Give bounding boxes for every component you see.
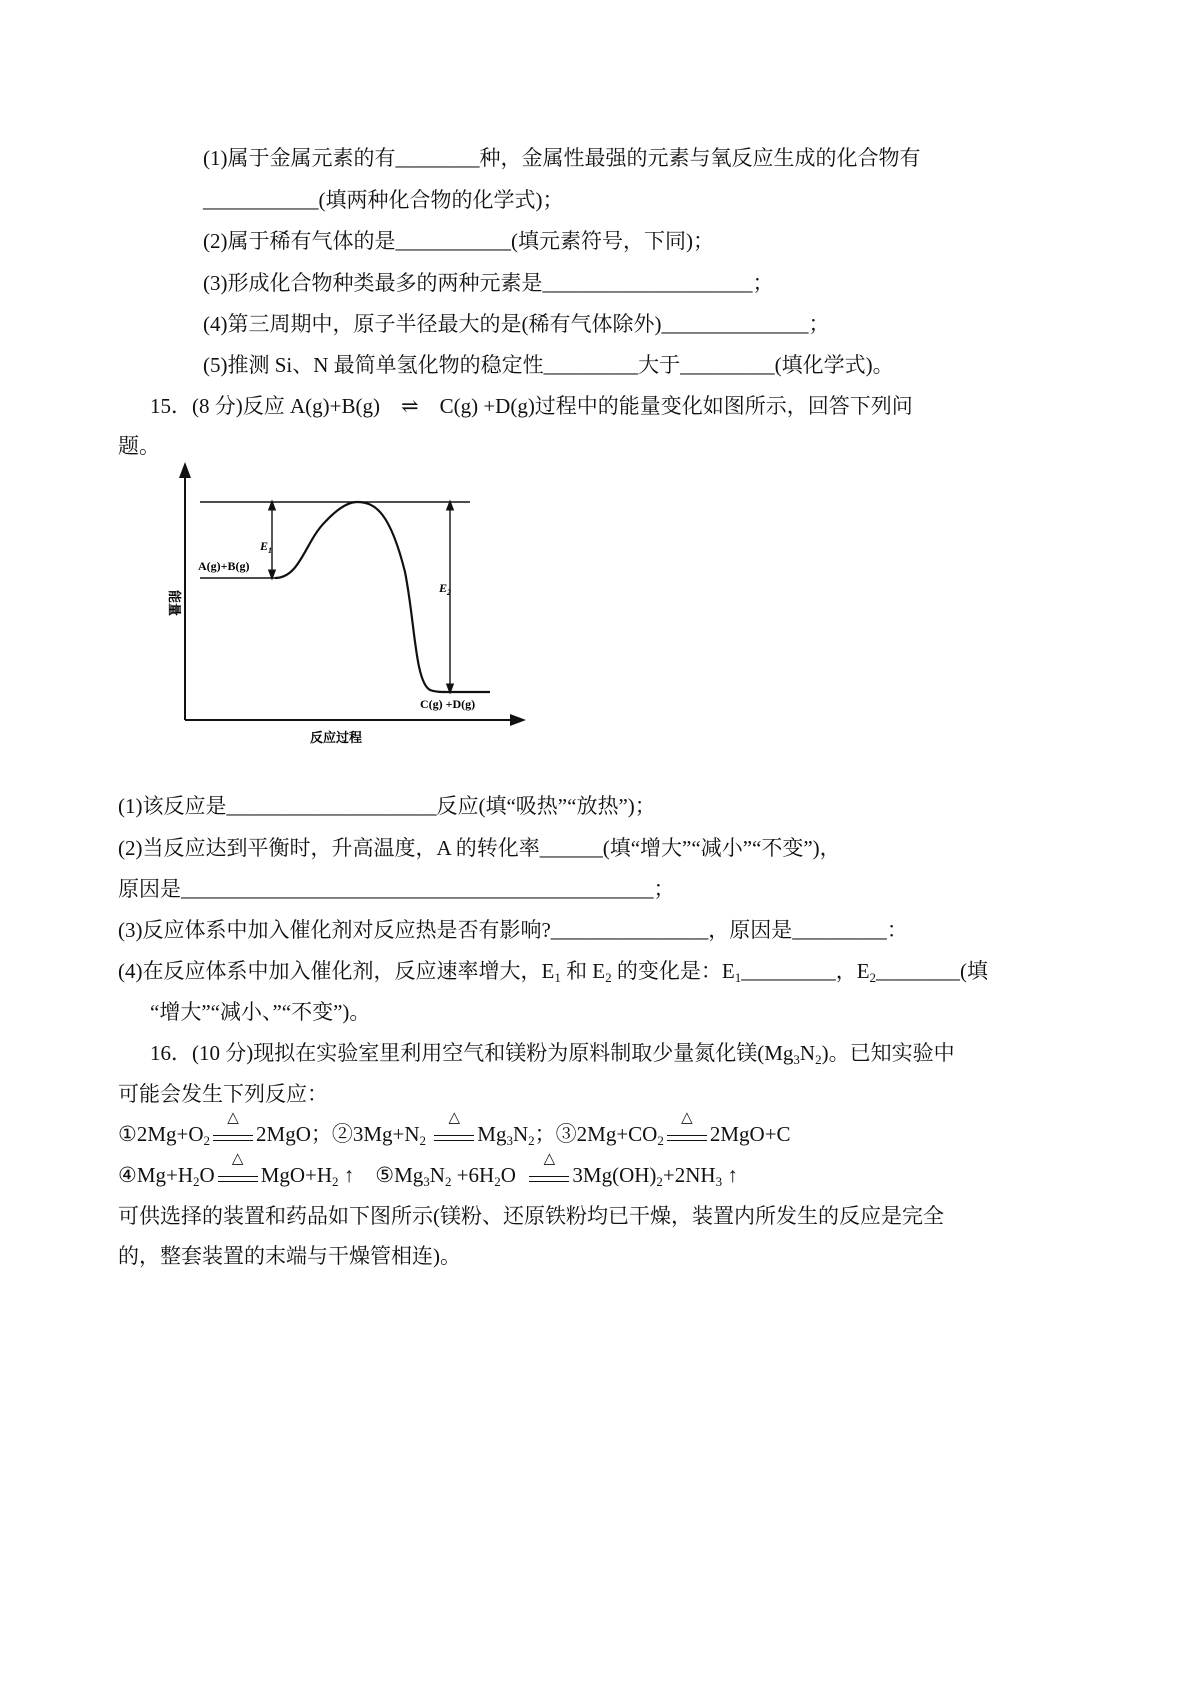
text-segment: ↑	[722, 1163, 738, 1187]
reactants-label: A(g)+B(g)	[198, 559, 250, 573]
text-segment: N	[429, 1163, 445, 1187]
text-segment: +2NH	[662, 1163, 716, 1187]
subscript: 3	[423, 1174, 430, 1189]
q16-stem	[150, 1039, 955, 1067]
subscript: 2	[815, 1052, 822, 1067]
text-segment: ___________(填两种化合物的化学式)；	[203, 188, 564, 212]
equals-bar	[667, 1140, 707, 1141]
equals-bar	[434, 1135, 474, 1136]
text-segment: +6H	[451, 1163, 495, 1187]
reaction-equations-1	[118, 1110, 791, 1148]
x-axis-label: 反应过程	[310, 731, 363, 746]
text-segment: 2MgO+C	[709, 1122, 791, 1146]
equals-bar	[667, 1135, 707, 1136]
heating-condition-equals	[527, 1151, 571, 1187]
equals-bar	[218, 1176, 258, 1177]
text-segment: 原因是_____________________________________________；	[118, 877, 675, 901]
subscript: 3	[715, 1174, 723, 1189]
q15-part4	[118, 957, 988, 985]
text-segment: (3)形成化合物种类最多的两种元素是____________________；	[203, 271, 774, 295]
text-segment: ↑ ⑤Mg	[338, 1163, 424, 1187]
equals-bar	[529, 1176, 569, 1177]
q16-apparatus-text-cont	[118, 1242, 461, 1270]
equals-bar	[213, 1135, 253, 1136]
text-segment: (1)属于金属元素的有________种，金属性最强的元素与氧反应生成的化合物有	[203, 146, 921, 170]
heat-triangle-icon: △	[681, 1110, 693, 1127]
text-segment: (2)当反应达到平衡时，升高温度，A 的转化率______(填“增大”“减小”“不变”)，	[118, 836, 841, 860]
subscript: 2	[657, 1133, 664, 1148]
heat-triangle-icon: △	[448, 1110, 461, 1127]
text-segment: 可能会发生下列反应：	[118, 1082, 328, 1106]
q14-part1	[203, 144, 920, 172]
q14-part1-cont	[203, 186, 564, 214]
text-segment: O	[500, 1163, 527, 1187]
svg-text:E2	[438, 581, 451, 597]
q16-apparatus-text	[118, 1202, 944, 1230]
subscript: 2	[656, 1174, 663, 1189]
text-segment: 2MgO；②3Mg+N	[256, 1122, 420, 1146]
heating-condition-equals	[432, 1110, 476, 1146]
q15-part4-cont	[150, 998, 370, 1026]
text-segment: ________(填	[876, 959, 989, 983]
e2-label: E	[439, 581, 448, 595]
text-segment: O	[199, 1163, 215, 1187]
text-segment	[426, 1122, 431, 1146]
text-segment: )。已知实验中	[821, 1041, 955, 1065]
text-segment: _________，E	[741, 959, 870, 983]
subscript: 1	[554, 970, 561, 985]
q14-part3	[203, 269, 774, 297]
energy-curve	[275, 502, 490, 692]
text-segment: 和 E	[560, 959, 606, 983]
subscript: 2	[419, 1133, 427, 1148]
e1-sub: 1	[268, 546, 273, 555]
subscript: 2	[332, 1174, 339, 1189]
text-segment: (2)属于稀有气体的是___________(填元素符号，下同)；	[203, 229, 714, 253]
q15-part1	[118, 792, 656, 820]
q14-part5	[203, 351, 894, 379]
heat-triangle-icon: △	[227, 1110, 239, 1127]
q15-stem-cont	[118, 432, 160, 460]
text-segment: 16．(10 分)现拟在实验室里利用空气和镁粉为原料制取少量氮化镁(Mg	[150, 1041, 794, 1065]
q15-part3	[118, 916, 908, 944]
text-segment: 的变化是：E	[611, 959, 735, 983]
e2-sub: 2	[447, 588, 452, 597]
energy-diagram	[150, 462, 530, 752]
text-segment: 题。	[118, 434, 160, 458]
text-segment: 15．(8 分)反应 A(g)+B(g) ⇌ C(g) +D(g)过程中的能量变化如图所示，回答下列问	[150, 394, 913, 418]
text-segment: Mg	[477, 1122, 507, 1146]
subscript: 3	[506, 1133, 513, 1148]
subscript: 1	[734, 970, 742, 985]
subscript: 2	[528, 1133, 535, 1148]
text-segment: 3Mg(OH)	[572, 1163, 657, 1187]
text-segment: ④Mg+H	[118, 1163, 194, 1187]
subscript: 3	[793, 1052, 800, 1067]
text-segment: 的，整套装置的末端与干燥管相连)。	[118, 1244, 461, 1268]
q14-part2	[203, 227, 714, 255]
subscript: 2	[605, 970, 612, 985]
q14-part4	[203, 310, 829, 338]
q15-part2	[118, 834, 841, 862]
text-segment: MgO+H	[260, 1163, 333, 1187]
equals-bar	[218, 1181, 258, 1182]
text-segment: N	[799, 1041, 816, 1065]
equals-bar	[434, 1140, 474, 1141]
text-segment: (5)推测 Si、N 最简单氢化物的稳定性_________大于_________(填化学式)。	[203, 353, 894, 377]
heating-condition-equals	[216, 1151, 260, 1187]
reaction-equations-2	[118, 1151, 738, 1189]
text-segment: “增大”“减小、”“不变”)。	[150, 1000, 371, 1024]
equals-bar	[213, 1140, 253, 1141]
e1-label: E	[260, 539, 269, 553]
subscript: 2	[193, 1174, 200, 1189]
text-segment: (4)在反应体系中加入催化剂，反应速率增大，E	[118, 959, 555, 983]
subscript: 2	[203, 1133, 211, 1148]
text-segment: (4)第三周期中，原子半径最大的是(稀有气体除外)______________；	[203, 312, 830, 336]
equals-bar	[529, 1181, 569, 1182]
subscript: 2	[444, 1174, 452, 1189]
heat-triangle-icon: △	[543, 1151, 556, 1168]
text-segment: ；③2Mg+CO	[534, 1122, 658, 1146]
text-segment: (1)该反应是____________________反应(填“吸热”“放热”)；	[118, 794, 656, 818]
q15-part2-cont	[118, 875, 675, 903]
y-axis-label: 能量	[166, 590, 181, 617]
q15-stem	[150, 392, 913, 420]
q16-stem-cont	[118, 1080, 328, 1108]
heating-condition-equals	[665, 1110, 709, 1146]
text-segment: ①2Mg+O	[118, 1122, 204, 1146]
subscript: 2	[494, 1174, 501, 1189]
subscript: 2	[869, 970, 877, 985]
heating-condition-equals	[211, 1110, 255, 1146]
text-segment: (3)反应体系中加入催化剂对反应热是否有影响?_______________，原因是_________：	[118, 918, 908, 942]
heat-triangle-icon: △	[231, 1151, 244, 1168]
text-segment: N	[512, 1122, 529, 1146]
products-label: C(g) +D(g)	[420, 697, 476, 711]
svg-text:E1	[259, 539, 272, 555]
text-segment: 可供选择的装置和药品如下图所示(镁粉、还原铁粉均已干燥，装置内所发生的反应是完全	[118, 1204, 944, 1228]
